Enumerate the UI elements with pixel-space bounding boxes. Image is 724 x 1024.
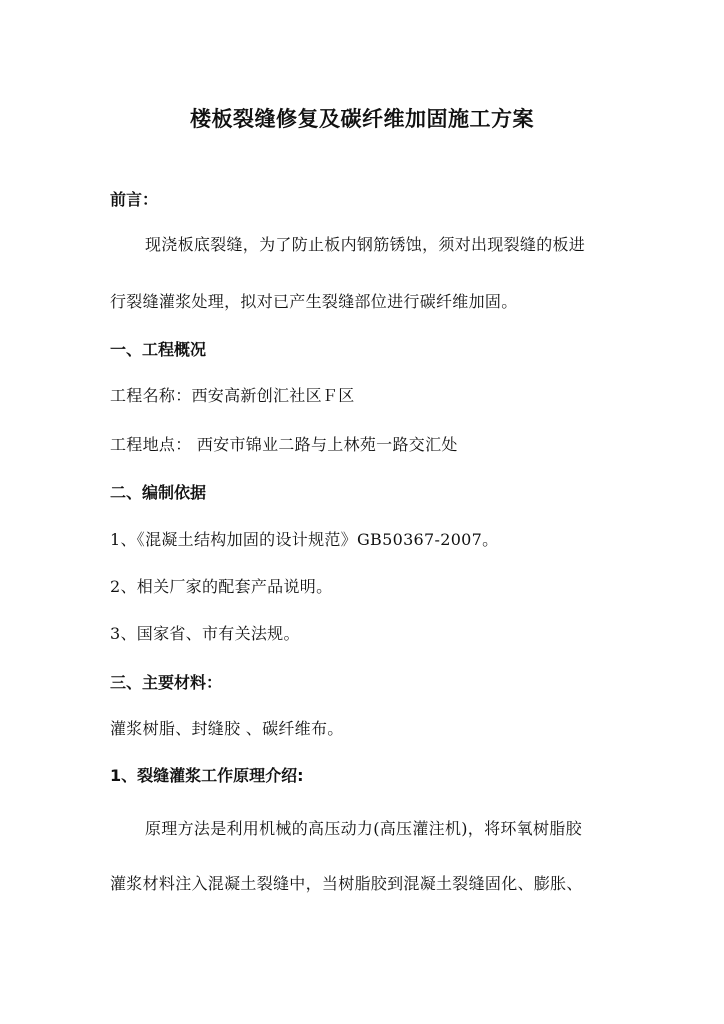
project-location-line: 工程地点： 西安市锦业二路与上林苑一路交汇处 xyxy=(110,435,458,454)
section-2-heading: 二、编制依据 xyxy=(110,483,207,502)
subsection-1-heading: 1、裂缝灌浆工作原理介绍: xyxy=(110,766,304,785)
section-1-heading: 一、工程概况 xyxy=(110,340,207,359)
basis-item-1: 1、《混凝土结构加固的设计规范》GB50367-2007。 xyxy=(110,530,499,549)
document-title: 楼板裂缝修复及碳纤维加固施工方案 xyxy=(190,107,534,131)
principle-paragraph-line-2: 灌浆材料注入混凝土裂缝中，当树脂胶到混凝土裂缝固化、膨胀、 xyxy=(110,874,583,893)
principle-paragraph-line-1: 原理方法是利用机械的高压动力(高压灌注机)，将环氧树脂胶 xyxy=(145,819,582,838)
project-name-line: 工程名称：西安高新创汇社区Ｆ区 xyxy=(110,386,355,405)
basis-item-3: 3、国家省、市有关法规。 xyxy=(110,624,300,643)
preface-paragraph-line-2: 行裂缝灌浆处理，拟对已产生裂缝部位进行碳纤维加固。 xyxy=(110,292,518,311)
section-3-heading: 三、主要材料： xyxy=(110,673,223,692)
preface-paragraph-line-1: 现浇板底裂缝，为了防止板内钢筋锈蚀，须对出现裂缝的板进 xyxy=(145,235,586,254)
materials-line: 灌浆树脂、封缝胶 、碳纤维布。 xyxy=(110,719,344,738)
basis-item-2: 2、相关厂家的配套产品说明。 xyxy=(110,577,333,596)
preface-heading: 前言： xyxy=(110,190,159,209)
